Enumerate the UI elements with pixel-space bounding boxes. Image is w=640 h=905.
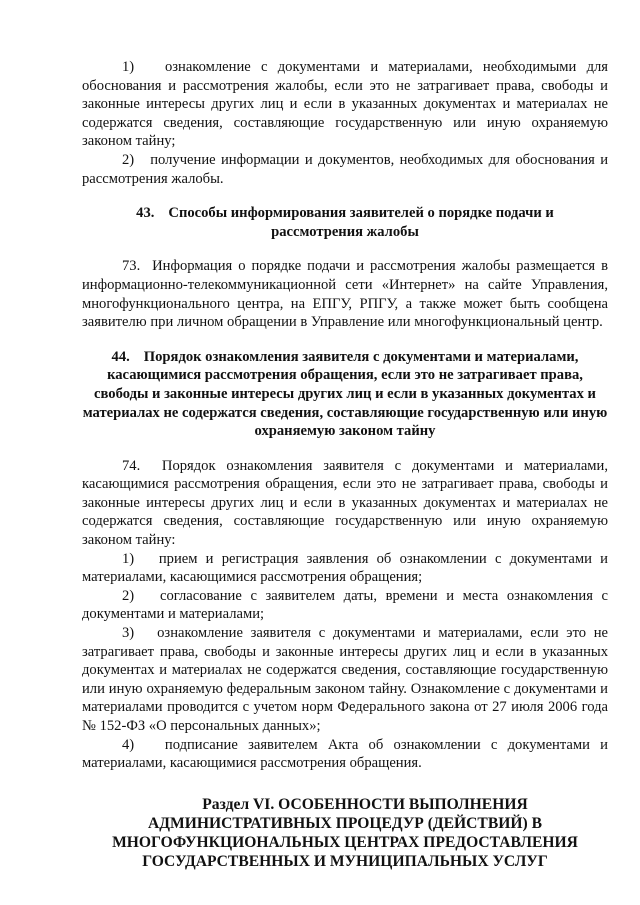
list-item: 4) подписание заявителем Акта об ознакомлении с документами и материалами, касающимися рассмотрения обращения. — [82, 736, 608, 772]
section-heading-43 — [82, 204, 608, 241]
section-vi-title: Раздел VI. ОСОБЕННОСТИ ВЫПОЛНЕНИЯ АДМИНИСТРАТИВНЫХ ПРОЦЕДУР (ДЕЙСТВИЙ) В МНОГОФУНКЦИОНАЛЬНЫХ ЦЕНТРАХ ПРЕДОСТАВЛЕНИЯ ГОСУДАРСТВЕННЫХ И МУНИЦИПАЛЬНЫХ УСЛУГ — [112, 795, 578, 870]
section-number: 44. — [111, 348, 130, 365]
list-item: 1) ознакомление с документами и материалами, необходимыми для обоснования и рассмотрения жалобы, если это не затрагивает права, свободы и законные интересы других лиц и если в указанных документах и материалах не содержатся сведения, составляющие государственную или иную охраняемую законом тайну; — [82, 59, 608, 150]
list-item: 2) получение информации и документов, необходимых для обоснования и рассмотрения жалобы. — [82, 151, 608, 187]
list-item: 2) согласование с заявителем даты, времени и места ознакомления с документами и материалами; — [82, 587, 608, 623]
section-heading-44 — [82, 348, 608, 441]
section-number: 43. — [136, 205, 155, 222]
paragraph-74: 74. Порядок ознакомления заявителя с документами и материалами, касающимися рассмотрения обращения, если это не затрагивает права, свободы и законные интересы других лиц и если в указанных документах и материалах не содержатся сведения, составляющие государственную или иную охраняемую законом тайну: — [82, 457, 608, 549]
paragraph-73: 73. Информация о порядке подачи и рассмотрения жалобы размещается в информационно-телекоммуникационной сети «Интернет» на сайте Управления, многофункционального центра, на ЕПГУ, РПГУ, а также может быть сообщена заявителю при личном обращении в Управление или многофункциональный центр. — [82, 258, 608, 331]
list-item: 1) прием и регистрация заявления об ознакомлении с документами и материалами, касающимися рассмотрения обращения; — [82, 550, 608, 586]
section-title: Порядок ознакомления заявителя с документами и материалами, касающимися рассмотрения обращения, если это не затрагивает права, свободы и законные интересы других лиц и если в указанных документах и материалах не содержатся сведения, составляющие государственную или иную охраняемую законом тайну — [82, 348, 608, 440]
section-title: Способы информирования заявителей о порядке подачи и рассмотрения жалобы — [168, 205, 554, 240]
list-item: 3) ознакомление заявителя с документами и материалами, если это не затрагивает права, свободы и законные интересы других лиц и если в указанных документах и материалах не содержатся сведения, составляющие государственную или иную охраняемую федеральным законом тайну. Ознакомление с документами и материалами проводится с учетом норм Федерального закона от 27 июля 2006 года № 152-ФЗ «О персональных данных»; — [82, 625, 608, 734]
document-page — [82, 58, 608, 871]
